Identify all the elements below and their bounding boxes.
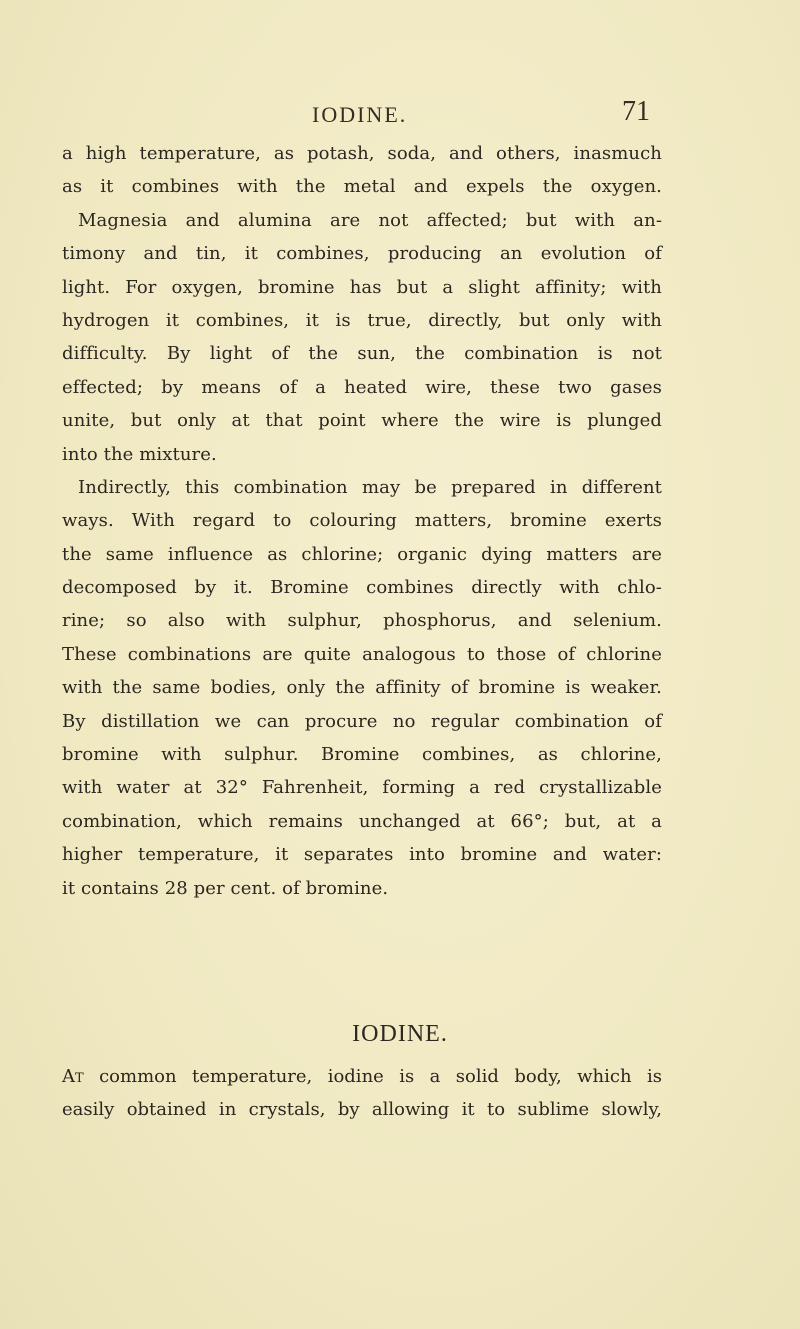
text-line: These combinations are quite analogous to those of chlorine — [62, 643, 662, 665]
opening-word: At — [62, 1066, 84, 1087]
running-title: IODINE. — [312, 102, 408, 127]
text-line: By distillation we can procure no regular combination of — [62, 710, 662, 732]
body-paragraphs — [62, 137, 662, 905]
text-line: unite, but only at that point where the wire is plunged — [62, 410, 662, 432]
text-line: it contains 28 per cent. of bromine. — [62, 877, 389, 899]
text-line: with water at 32° Fahrenheit, forming a red crystallizable — [62, 777, 662, 799]
text-line: higher temperature, it separates into bromine and water: — [62, 844, 662, 866]
text-line: timony and tin, it combines, producing an evolution of — [62, 243, 662, 265]
text-line: bromine with sulphur. Bromine combines, as chlorine, — [62, 744, 662, 766]
section-heading: IODINE. — [352, 1021, 448, 1047]
text-line: Magnesia and alumina are not affected; but with an- — [78, 209, 662, 231]
text-line: easily obtained in crystals, by allowing it to sublime slowly, — [62, 1099, 662, 1121]
text-line: combination, which remains unchanged at 66°; but, at a — [62, 810, 662, 832]
text-line: a high temperature, as potash, soda, and others, inasmuch — [62, 143, 662, 164]
text-line: difficulty. By light of the sun, the combination is not — [62, 343, 662, 365]
text-line: ways. With regard to colouring matters, bromine exerts — [62, 510, 662, 532]
section-paragraph — [62, 1060, 662, 1127]
text-line: the same influence as chlorine; organic dying matters are — [62, 543, 662, 565]
page-number: 71 — [622, 96, 650, 127]
text-line: decomposed by it. Bromine combines directly with chlo- — [62, 577, 662, 599]
text-line: light. For oxygen, bromine has but a slight affinity; with — [62, 276, 662, 298]
text-line — [62, 1060, 662, 1093]
text-fragment: common temperature, iodine is a solid body, which is — [83, 1066, 662, 1087]
text-line: with the same bodies, only the affinity of bromine is weaker. — [62, 677, 662, 699]
text-line: Indirectly, this combination may be prepared in different — [78, 476, 662, 498]
text-line: effected; by means of a heated wire, these two gases — [62, 376, 662, 398]
text-line: rine; so also with sulphur, phosphorus, and selenium. — [62, 610, 662, 632]
running-head — [0, 96, 800, 136]
text-line: hydrogen it combines, it is true, directly, but only with — [62, 309, 662, 331]
text-line: as it combines with the metal and expels the oxygen. — [62, 176, 662, 198]
text-line: into the mixture. — [62, 443, 217, 465]
